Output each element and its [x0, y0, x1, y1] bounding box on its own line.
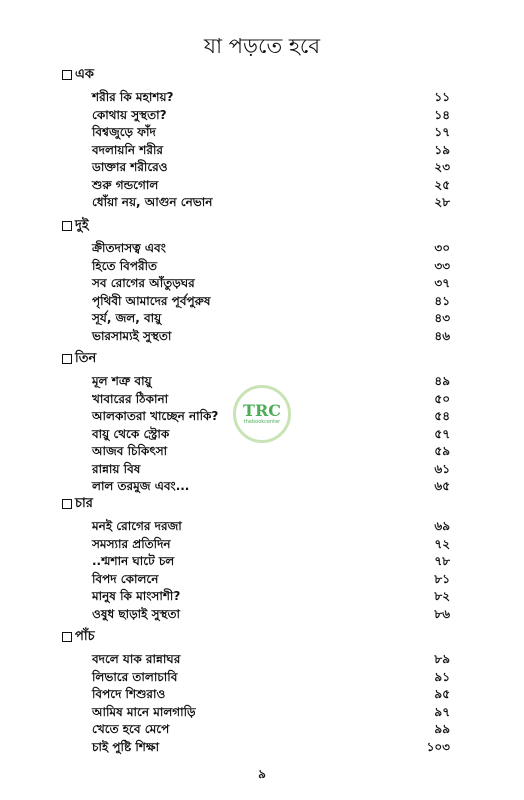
entry-title: কোথায় সুস্থতা?	[92, 107, 167, 122]
entry-title: মনই রোগের দরজা	[92, 519, 182, 533]
toc-entry	[92, 159, 450, 175]
toc-entry	[92, 571, 450, 587]
page-title: যা পড়তে হবে	[203, 34, 321, 58]
entry-title: ক্রীতদাসত্ব এবং	[92, 241, 166, 255]
entry-page-number: ১৪	[434, 107, 450, 122]
entry-page-number: ৯৫	[434, 687, 450, 701]
entry-page-number: ৮৯	[434, 652, 450, 666]
toc-entry	[92, 107, 450, 123]
entry-page-number: ১১	[434, 90, 450, 104]
entry-title: বিপদ কোলনে	[92, 571, 159, 586]
entry-title: বদলায়নি শরীর	[92, 142, 163, 157]
entry-page-number: ৪১	[434, 293, 450, 308]
toc-entry	[92, 142, 450, 158]
toc-entry	[92, 721, 450, 737]
entry-page-number: ৫৪	[434, 409, 450, 423]
entry-page-number: ১৯	[434, 142, 450, 157]
toc-entry	[92, 258, 450, 274]
entry-page-number: ১৭	[434, 125, 450, 139]
entry-title: খেতে হবে মেপে	[92, 722, 170, 736]
toc-entry	[92, 478, 450, 494]
entry-page-number: ৯৭	[434, 704, 450, 719]
entry-page-number: ৩৭	[434, 276, 450, 290]
section-heading	[62, 351, 96, 367]
toc-entry	[92, 518, 450, 534]
entry-title: ..শ্মশান ঘাটে চল	[92, 554, 175, 568]
entry-title: ডাক্তার শরীরেও	[92, 160, 168, 174]
entry-page-number: ২৫	[434, 177, 450, 192]
section-label: চার	[75, 495, 93, 511]
entry-title: ভারসাম্যই সুস্থতা	[92, 328, 172, 343]
entry-page-number: ৫৯	[434, 444, 450, 458]
entry-title: মূল শত্রু বায়ু	[92, 374, 152, 388]
toc-entry	[92, 443, 450, 459]
entry-page-number: ৪৯	[434, 374, 450, 388]
toc-entry	[92, 328, 450, 344]
entry-title: সব রোগের আঁতুড়ঘর	[92, 276, 195, 290]
toc-entry	[92, 536, 450, 552]
toc-entry	[92, 669, 450, 685]
toc-entry	[92, 275, 450, 291]
entry-page-number: ১০৩	[426, 739, 450, 754]
toc-entry	[92, 704, 450, 720]
entry-page-number: ২৩	[434, 160, 450, 174]
toc-entry	[92, 310, 450, 326]
page-number: ৯	[258, 767, 266, 781]
checkbox-square-icon	[62, 70, 72, 80]
toc-entry	[92, 461, 450, 477]
entry-page-number: ৫০	[434, 391, 450, 406]
section-heading	[62, 67, 94, 83]
entry-title: হিতে বিপরীত	[92, 258, 158, 273]
toc-entry	[92, 240, 450, 256]
entry-title: আলকাতরা খাচ্ছেন নাকি?	[92, 409, 219, 423]
section-heading	[62, 629, 95, 645]
entry-title: বদলে যাক রান্নাঘর	[92, 652, 181, 666]
entry-page-number: ৫৭	[434, 426, 450, 441]
toc-entry	[92, 606, 450, 622]
entry-page-number: ৯৯	[434, 722, 450, 736]
watermark-text: TRC	[243, 401, 281, 420]
entry-title: বিপদে শিশুরাও	[92, 687, 166, 701]
entry-title: পৃথিবী আমাদের পূর্বপুরুষ	[92, 293, 211, 308]
entry-page-number: ৭৮	[434, 554, 450, 568]
section-label: দুই	[75, 217, 89, 233]
section-heading	[62, 496, 93, 512]
toc-entry	[92, 293, 450, 309]
toc-entry	[92, 124, 450, 140]
entry-page-number: ৩৩	[434, 258, 450, 273]
section-label: পাঁচ	[75, 628, 95, 644]
entry-title: শরীর কি মহাশয়?	[92, 90, 174, 104]
entry-page-number: ৯১	[434, 669, 450, 684]
checkbox-square-icon	[62, 354, 72, 364]
entry-title: মানুষ কি মাংসাশী?	[92, 589, 181, 603]
checkbox-square-icon	[62, 632, 72, 642]
entry-page-number: ৬৯	[434, 519, 450, 533]
entry-page-number: ৮৬	[434, 606, 450, 621]
toc-entry	[92, 739, 450, 755]
entry-title: বায়ু থেকে স্ট্রোক	[92, 426, 170, 441]
entry-title: খাবারের ঠিকানা	[92, 391, 169, 406]
entry-title: ধোঁয়া নয়, আগুন নেভান	[92, 195, 213, 209]
entry-title: রান্নায় বিষ	[92, 461, 141, 476]
entry-title: আমিষ মানে মালগাড়ি	[92, 704, 196, 719]
section-label: তিন	[75, 350, 97, 366]
section-label: এক	[75, 66, 94, 82]
toc-entry	[92, 651, 450, 667]
toc-entry	[92, 177, 450, 193]
toc-entry	[92, 588, 450, 604]
entry-title: লিভারে তালাচাবি	[92, 669, 178, 684]
entry-page-number: ৬১	[434, 461, 450, 476]
entry-title: ওষুধ ছাড়াই সুস্থতা	[92, 606, 180, 621]
entry-page-number: ২৮	[434, 195, 450, 209]
toc-entry	[92, 89, 450, 105]
toc-entry	[92, 686, 450, 702]
section-heading	[62, 218, 89, 234]
entry-page-number: ৪৩	[434, 311, 450, 325]
entry-title: সমস্যার প্রতিদিন	[92, 536, 171, 551]
entry-page-number: ৬৫	[434, 479, 450, 493]
checkbox-square-icon	[62, 221, 72, 231]
entry-page-number: ৭২	[434, 536, 450, 551]
entry-title: লাল তরমুজ এবং...	[92, 479, 190, 493]
toc-entry	[92, 553, 450, 569]
toc-entry	[92, 194, 450, 210]
entry-page-number: ৪৬	[434, 328, 450, 343]
entry-title: শুরু গন্ডগোল	[92, 177, 159, 192]
checkbox-square-icon	[62, 499, 72, 509]
entry-title: বিশ্বজুড়ে ফাঁদ	[92, 125, 156, 139]
entry-title: আজব চিকিৎসা	[92, 444, 168, 458]
entry-page-number: ৮২	[434, 589, 450, 603]
watermark-subtext: thebookcenter	[243, 419, 281, 425]
entry-title: সূর্য, জল, বায়ু	[92, 311, 162, 325]
entry-page-number: ৮১	[434, 571, 450, 586]
entry-title: চাই পুষ্টি শিক্ষা	[92, 739, 160, 754]
trc-watermark-logo	[233, 385, 291, 443]
entry-page-number: ৩০	[434, 241, 450, 255]
